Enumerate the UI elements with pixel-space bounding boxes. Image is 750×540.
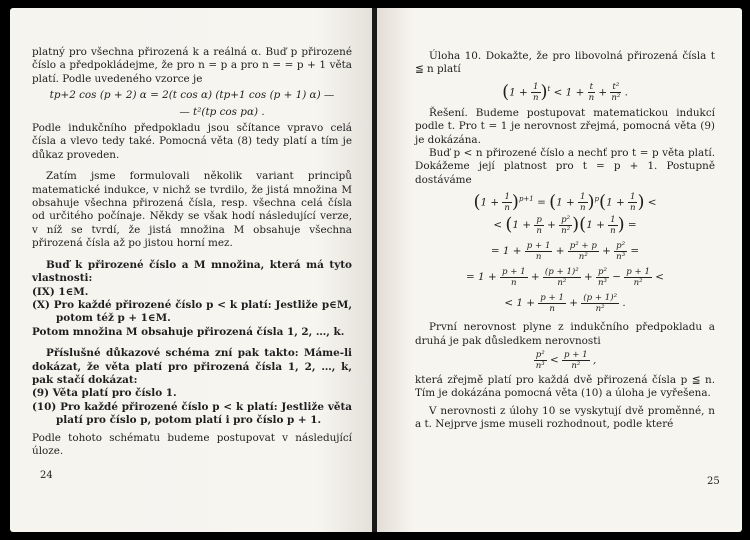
page-number-right: 25 [707,476,720,487]
derivation-line-1: (1 + $\frac{1}{n}$ )$^{p+1}$ = (1 + $\frac{1}{n}$ )$^p$(1 + $\frac{1}{n}$ ) < [473,191,657,214]
left-paragraph-7: Podle tohoto schématu budeme postupovat v následující úloze. [32,431,352,457]
page-number-left: 24 [40,470,53,481]
solution-paragraph-1: Řešení. Budeme postupovat matematickou indukcí podle t. Pro t = 1 je nerovnost zřejmá, pomocná věta (9) je dokázána. [415,106,715,146]
task-10-statement: Úloha 10. Dokažte, že pro libovolná přirozená čísla t ≦ n platí [415,50,715,76]
right-paragraph-10: V nerovnosti z úlohy 10 se vyskytují dvě proměnné, n a t. Nejprve jsme museli rozhodnout, podle které [415,404,715,431]
left-paragraph-2: Podle indukčního předpokladu jsou sčítance vpravo celá čísla a vlevo tedy také. Pomocná věta (8) tedy platí a tím je důkaz proveden. [32,122,352,161]
right-paragraph-8: První nerovnost plyne z indukčního předpokladu a druhá je pak důsledkem nerovnosti [415,321,715,347]
left-text-column [32,46,352,458]
property-x: (X) Pro každé přirozené číslo p < k platí: Jestliže p∈M, potom též p + 1∈M. [32,298,352,325]
derivation-line-3: = 1 + $\frac{p + 1}{n}$ + $\frac{\text{p² + p}}{\text{n²}}$ + $\frac{\text{p²}}{\text{n³}}$ = [490,240,640,262]
task-inequality: (1 + $\frac{1}{n}$ )$^t$ < 1 + $\frac{t}{n}$ + $\frac{\text{t²}}{\text{n²}}$ . [502,81,628,103]
left-equation-1a: tp+2 cos (p + 2) α = 2(t cos α) (tp+1 cos (p + 1) α) — [49,89,335,102]
derivation-line-2: < (1 + $\frac{p}{n}$ + $\frac{\text{p²}}{\text{n²}}$ )(1 + $\frac{1}{n}$ ) = [493,214,637,236]
left-paragraph-1: platný pro všechna přirozená k a reálná α. Buď p přirozené číslo a předpokládejme, že pro n = p a pro n = = p + 1 věta platí. Podle uvedeného vzorce je [32,46,352,85]
left-page [10,8,372,532]
left-equation-1b: — t²(tp cos pα) . [179,105,265,118]
left-paragraph-5: Potom množina M obsahuje přirozená čísla 1, 2, …, k. [32,325,345,338]
right-text-column [415,50,715,432]
derivation-line-5: < 1 + $\frac{p + 1}{n}$ + $\frac{\text{(p + 1)²}}{\text{n²}}$ . [504,292,626,314]
step-9: (9) Věta platí pro číslo 1. [32,387,177,400]
derivation-line-4: = 1 + $\frac{p + 1}{n}$ + $\frac{\text{(p + 1)²}}{\text{n²}}$ + $\frac{\text{p²}}{\text{n³}}$ − $\frac{p + 1}{\text{n²}}$ < [466,266,664,288]
auxiliary-inequality: $\frac{\text{p²}}{\text{n³}}$ < $\frac{p + 1}{\text{n²}}$ , [535,349,597,371]
left-paragraph-6: Příslušné důkazové schéma zní pak takto: Máme-li dokázat, že věta platí pro přirozená čísla 1, 2, …, k, pak stačí dokázat: [32,347,352,386]
step-10: (10) Pro každé přirozené číslo p < k platí: Jestliže věta platí pro číslo p, potom platí i pro číslo p + 1. [32,400,352,427]
right-page [377,8,742,532]
left-paragraph-3: Zatím jsme formulovali několik variant principů matematické indukce, v nichž se tvrdilo, že jistá množina M obsahuje všechna přirozená čísla, resp. všechna celá čísla od určitého počínaje. Někdy se však hodí následující verze, v níž se tvrdí, že jistá množina M obsahuje všechna přirozená čísla až po jistou horní mez. [32,170,352,250]
solution-paragraph-2: Buď p < n přirozené číslo a nechť pro t = p věta platí. Dokážeme její platnost pro t = p + 1. Postupně dostáváme [415,147,715,186]
property-ix: (IX) 1∈M. [32,285,89,298]
right-paragraph-9: která zřejmě platí pro každá dvě přirozená čísla p ≦ n. Tím je dokázána pomocná věta (10) a úloha je vyřešena. [415,374,715,400]
left-paragraph-4: Buď k přirozené číslo a M množina, která má tyto vlastnosti: [32,258,352,285]
